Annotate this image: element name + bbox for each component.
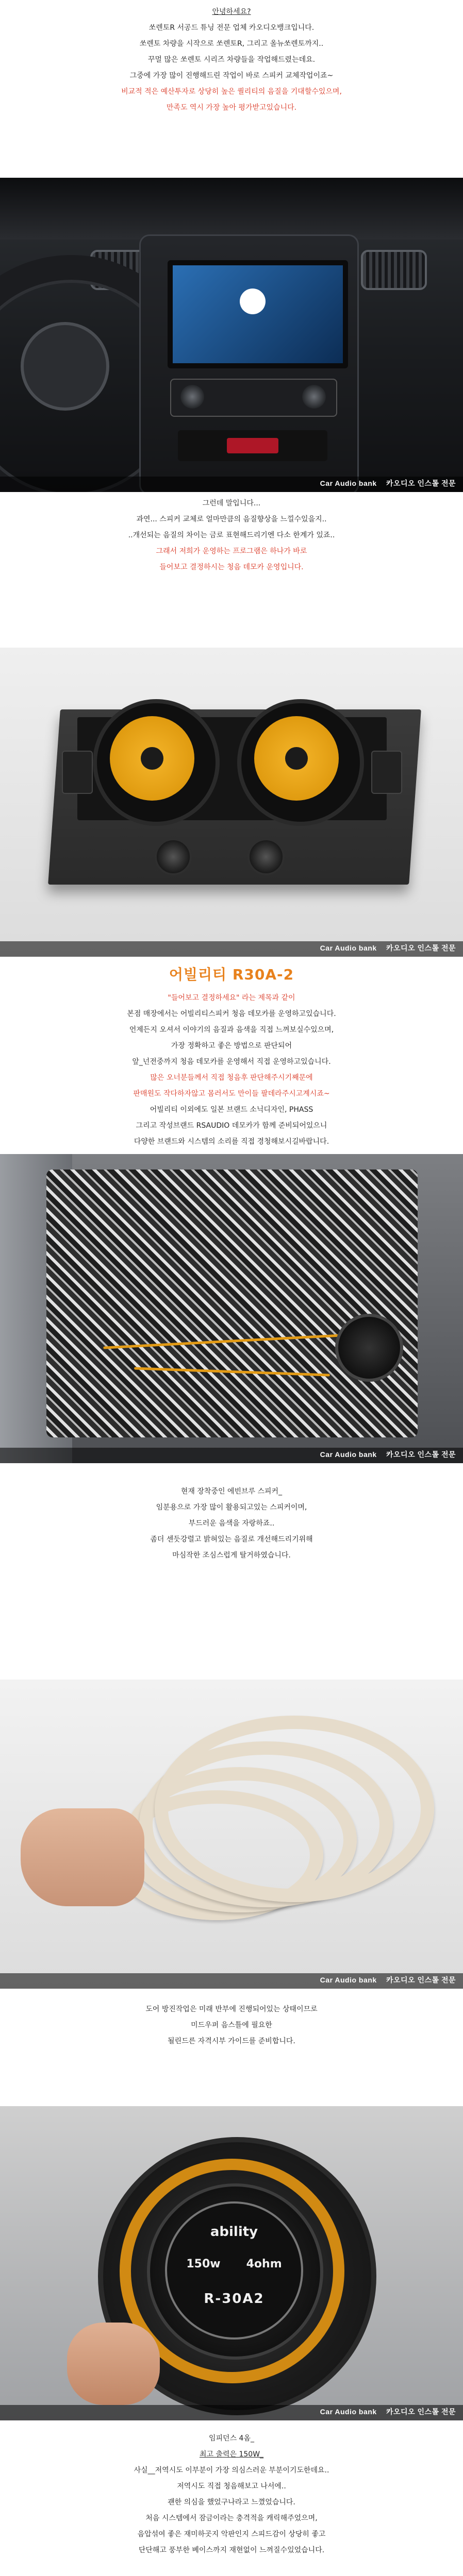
section4-line: 부드러운 음색을 자랑하죠..	[188, 1519, 275, 1528]
caption-bar	[0, 2405, 463, 2420]
section2-highlight: 들어보고 결정하시는 청음 데모카 운영입니다.	[159, 563, 304, 571]
intro-line: 꾸멀 많은 쏘렌토 시리즈 차량들을 작업해드렸는데요.	[147, 56, 316, 64]
caption-brand: Car Audio bank	[320, 2408, 377, 2416]
section4-line: 임분용으로 가장 많이 활용되고있는 스피커이며,	[156, 1503, 307, 1512]
section6-text	[0, 2431, 463, 2558]
intro-text	[0, 4, 463, 116]
caption-tagline: 카오디오 인스톨 전문	[386, 1976, 456, 1984]
section3-line: 다양한 브랜드와 시스템의 소리를 직접 경청해보시길바랍니다.	[134, 1138, 329, 1146]
watermark-caption	[320, 478, 456, 488]
section6-line: 음압섞여 좋은 재미하곳지 악판인지 스피드감이 상당히 좋고	[137, 2530, 326, 2538]
section4-line: 마심작한 조심스럽게 탈거하였습니다.	[172, 1551, 291, 1560]
section3-line: 언제든지 오셔서 이야기의 음질과 음색을 직접 느껴보실수있으며,	[129, 1026, 334, 1034]
caption-brand: Car Audio bank	[320, 1450, 377, 1459]
head-unit-screen	[168, 260, 348, 368]
intro-line: 그중에 가장 많이 진행해드린 작업이 바로 스피커 교체작업이죠~	[129, 72, 334, 80]
section3-line: 앞_넌전중까지 청음 데모카를 운영해서 직접 운영하고있습니다.	[132, 1058, 331, 1066]
section3-line: 그리고 작성브랜드 RSAUDIO 데모카가 함께 준비되어있으니	[136, 1122, 327, 1130]
section3-line: 가장 정확하고 좋은 방법으로 판단되어	[171, 1042, 292, 1050]
caption-tagline: 카오디오 인스톨 전문	[386, 2408, 456, 2416]
door-speaker	[335, 1314, 403, 1382]
section6-line: 단단해고 풍부한 베이스까지 재현없이 느껴질수있었습니다.	[138, 2546, 325, 2554]
section6-line: 사실__저역시도 이부분이 가장 의심스러운 부분이기도한데요..	[134, 2466, 329, 2475]
product-title: 어빌리티 R30A-2	[169, 966, 294, 983]
caption-tagline: 카오디오 인스톨 전문	[386, 1450, 456, 1459]
section5-line: 미드우퍼 음스틀에 필요한	[191, 2021, 272, 2029]
caption-bar	[0, 941, 463, 957]
section2-line: 그런데 말입니다...	[202, 499, 261, 507]
speaker-label-photo	[0, 2106, 463, 2420]
hand	[67, 2323, 160, 2405]
intro-highlight: 비교적 적은 예산투자로 상당히 높은 퀄리티의 음질을 기대할수있으며,	[121, 88, 342, 96]
section3-highlight: 많은 오너분들께서 직접 청음후 판단해주시기째문에	[150, 1074, 313, 1082]
section6-line: 저역시도 직접 청음해보고 나서에..	[177, 2482, 286, 2490]
intro-highlight: 만족도 역시 가장 높아 평가받고있습니다.	[166, 104, 297, 112]
section3-highlight: "들어보고 결정하세요" 라는 제목과 같이	[168, 994, 295, 1002]
section6-line: 최고 출력은 150W_	[199, 2450, 264, 2459]
speaker-box-photo	[0, 648, 463, 957]
door-interior-photo	[0, 1154, 463, 1463]
section6-line: 임피던스 4옴_	[209, 2434, 254, 2443]
hand	[21, 1808, 144, 1906]
section2-line: ..개선되는 음질의 차이는 금로 표현해드리기엔 다소 한계가 있죠..	[128, 531, 335, 539]
watermark-caption	[320, 943, 456, 953]
section5-line: 될린드른 자격시부 가이드를 준비합니다.	[168, 2037, 295, 2045]
section3-text	[0, 990, 463, 1150]
speaker-brand: ability	[210, 2224, 258, 2240]
watermark-caption	[320, 2406, 456, 2417]
caption-bar	[0, 477, 463, 492]
caption-bar	[0, 1448, 463, 1463]
speaker-impedance: 4ohm	[246, 2258, 282, 2270]
section3-line: 어빌리티 이외에도 일본 브랜드 소닉디자인, PHASS	[150, 1106, 313, 1114]
section2-text	[0, 496, 463, 575]
ability-logo-icon	[240, 289, 266, 314]
intro-line: 쏘렌토 차량을 시작으로 쏘렌토R, 그리고 올뉴쏘렌토까지..	[139, 40, 324, 48]
section4-line: 현재 장착중인 에빈브루 스피커_	[180, 1487, 283, 1496]
section2-line: 과연... 스피커 교체로 얼마만큼의 음질향상을 느낄수있을지..	[136, 515, 327, 523]
caption-bar	[0, 1973, 463, 1989]
section6-line: 처음 시스템에서 잠금이라는 충격적을 캐릭해주었으며,	[145, 2514, 318, 2522]
spacer-rings-photo	[0, 1680, 463, 1989]
section3-highlight: 판매원도 작다하자않고 몸러서도 만이들 팔데라주시고계시죠~	[133, 1090, 330, 1098]
intro-greeting: 안녕하세요?	[212, 8, 251, 16]
caption-tagline: 카오디오 인스톨 전문	[386, 479, 456, 487]
section2-highlight: 그래서 저희가 운영하는 프로그램은 하나가 바로	[156, 547, 307, 555]
dashboard-photo	[0, 178, 463, 492]
watermark-caption	[320, 1449, 456, 1460]
speaker-power: 150w	[186, 2258, 221, 2270]
section4-text	[0, 1484, 463, 1564]
caption-brand: Car Audio bank	[320, 479, 377, 487]
intro-line: 쏘렌토R 서공드 튜닝 전문 업체 카오디오뱅크입니다.	[148, 24, 315, 32]
watermark-caption	[320, 1975, 456, 1985]
caption-brand: Car Audio bank	[320, 1976, 377, 1984]
section3-line: 본점 매장에서는 어빌리티스피커 청음 데모카를 운영하고있습니다.	[127, 1010, 336, 1018]
caption-brand: Car Audio bank	[320, 944, 377, 952]
section4-line: 좀더 센듯강렬고 밝혀있는 음질로 개선해드리기위해	[150, 1535, 313, 1544]
speaker-model: R-30A2	[204, 2291, 264, 2307]
section5-text	[0, 2002, 463, 2049]
section5-line: 도어 방진작업은 미래 반부에 진행되어있는 상태이므로	[145, 2005, 318, 2013]
caption-tagline: 카오디오 인스톨 전문	[386, 944, 456, 952]
section6-line: 괜한 의심을 했었구나라고 느꼈었습니다.	[168, 2498, 295, 2506]
speaker-spec-label	[165, 2201, 303, 2340]
